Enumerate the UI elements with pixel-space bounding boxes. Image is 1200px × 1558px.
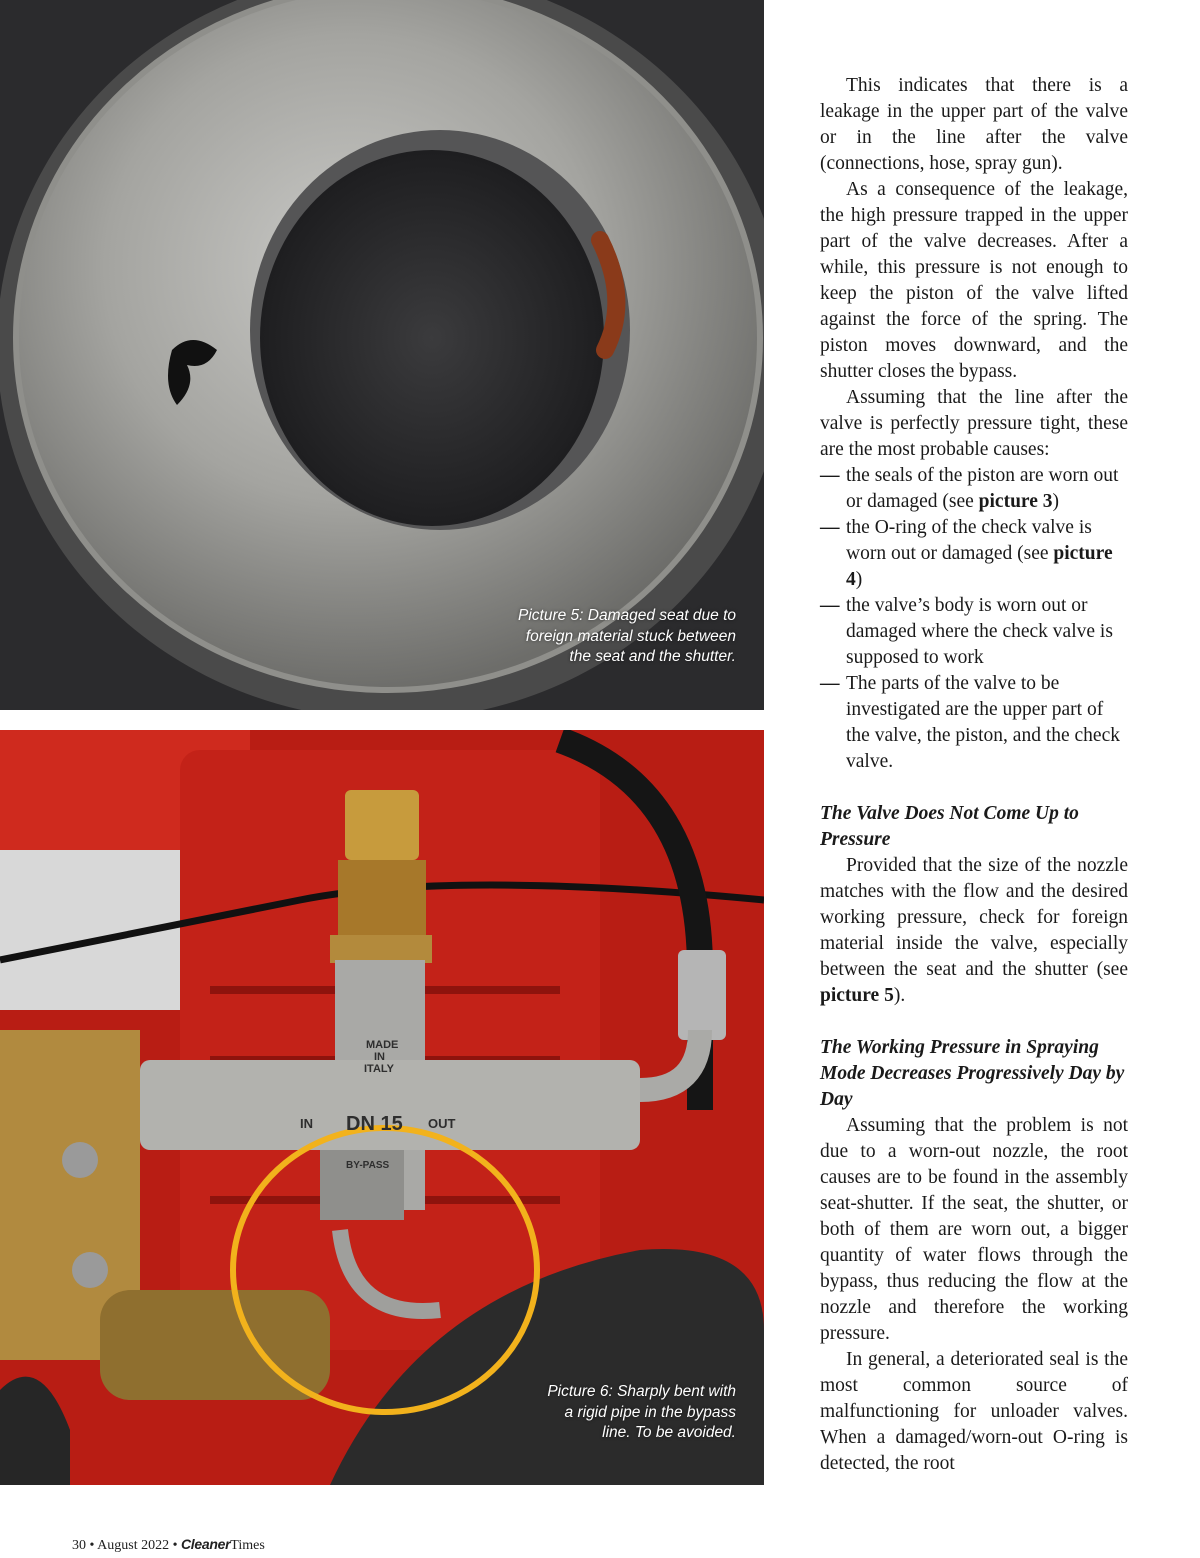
stamp-in-port: IN (300, 1116, 313, 1131)
paragraph-consequence: As a consequence of the leakage, the high pressure trapped in the upper part of the valve decreases. After a while, this pressure is not enough to keep the piston of the valve lifted against the force of the spring. The piston moves downward, and the shutter closes the bypass. (820, 179, 1128, 382)
picture-5-caption: Picture 5: Damaged seat due to foreign material stuck between the seat and the shutter. (518, 607, 736, 665)
paragraph-tail: ). (893, 985, 906, 1006)
list-item-tail: ) (1052, 491, 1059, 512)
picture-5-photo (0, 0, 764, 710)
causes-list (820, 463, 1128, 775)
damaged-seat-image (0, 0, 764, 710)
list-item (820, 463, 1128, 515)
section-gap (820, 1009, 1128, 1035)
list-item-tail: ) (855, 569, 863, 590)
picture-6-caption: Picture 6: Sharply bent with a rigid pipe in the bypass line. To be avoided. (547, 1383, 736, 1441)
list-item (820, 593, 1128, 671)
list-item-text: the seals of the piston are worn out or damaged (see (846, 465, 1119, 512)
picture-reference: picture 3 (978, 491, 1053, 512)
list-item-text: the valve’s body is worn out or damaged where the check valve is supposed to work (846, 595, 1113, 668)
list-item (820, 671, 1128, 775)
footer-separator: • (89, 1538, 95, 1553)
stamp-in: IN (374, 1051, 385, 1063)
page-footer (72, 1536, 265, 1554)
bullet-dash: — (820, 517, 840, 538)
stamp-out-port: OUT (428, 1116, 456, 1131)
magazine-brand-suffix: Times (230, 1538, 265, 1553)
section-gap (820, 775, 1128, 801)
bullet-dash: — (820, 465, 840, 486)
list-item-text: the O-ring of the check valve is worn out or damaged (see (846, 517, 1092, 564)
bullet-dash: — (820, 673, 840, 694)
magazine-brand: Cleaner (181, 1536, 231, 1552)
paragraph-root-causes: Assuming that the problem is not due to a worn-out nozzle, the root causes are to be found in the assembly seat-shutter. If the seat, the shutter, or both of them are worn out, a bigger quantity of water flows through the bypass, thus reducing the flow at the nozzle and therefore the working pressure. (820, 1115, 1128, 1344)
paragraph-deteriorated-seal: In general, a deteriorated seal is the most common source of malfunctioning for unloader valves. When a damaged/worn-out O-ring is detected, the root (820, 1349, 1128, 1474)
stamp-dn: DN 15 (346, 1113, 403, 1135)
picture-6-photo (0, 730, 764, 1485)
paragraph-assuming: Assuming that the line after the valve is perfectly pressure tight, these are the most probable causes: (820, 387, 1128, 460)
article-text-column (820, 73, 1128, 1477)
picture-reference: picture 5 (820, 985, 894, 1006)
paragraph-provided (820, 853, 1128, 1009)
page-number: 30 (72, 1538, 86, 1553)
footer-separator: • (172, 1538, 178, 1553)
heading-not-up-to-pressure: The Valve Does Not Come Up to Pressure (820, 803, 1079, 850)
heading-pressure-decreases: The Working Pressure in Spraying Mode Decreases Progressively Day by Day (820, 1037, 1125, 1110)
issue-date: August 2022 (97, 1538, 170, 1553)
list-item-text: The parts of the valve to be investigated are the upper part of the valve, the piston, and the check valve. (846, 673, 1120, 772)
paragraph-text: Provided that the size of the nozzle matches with the flow and the desired working pressure, check for foreign material inside the valve, especially between the seat and the shutter (see (820, 855, 1128, 980)
paragraph-leakage: This indicates that there is a leakage in the upper part of the valve or in the line after the valve (connections, hose, spray gun). (820, 75, 1128, 174)
picture-reference: picture 4 (846, 543, 1113, 590)
stamp-italy: ITALY (364, 1063, 394, 1075)
stamp-bypass: BY-PASS (346, 1160, 390, 1171)
unloader-valve-image (0, 730, 764, 1485)
list-item (820, 515, 1128, 593)
stamp-made: MADE (366, 1039, 399, 1051)
bullet-dash: — (820, 595, 840, 616)
